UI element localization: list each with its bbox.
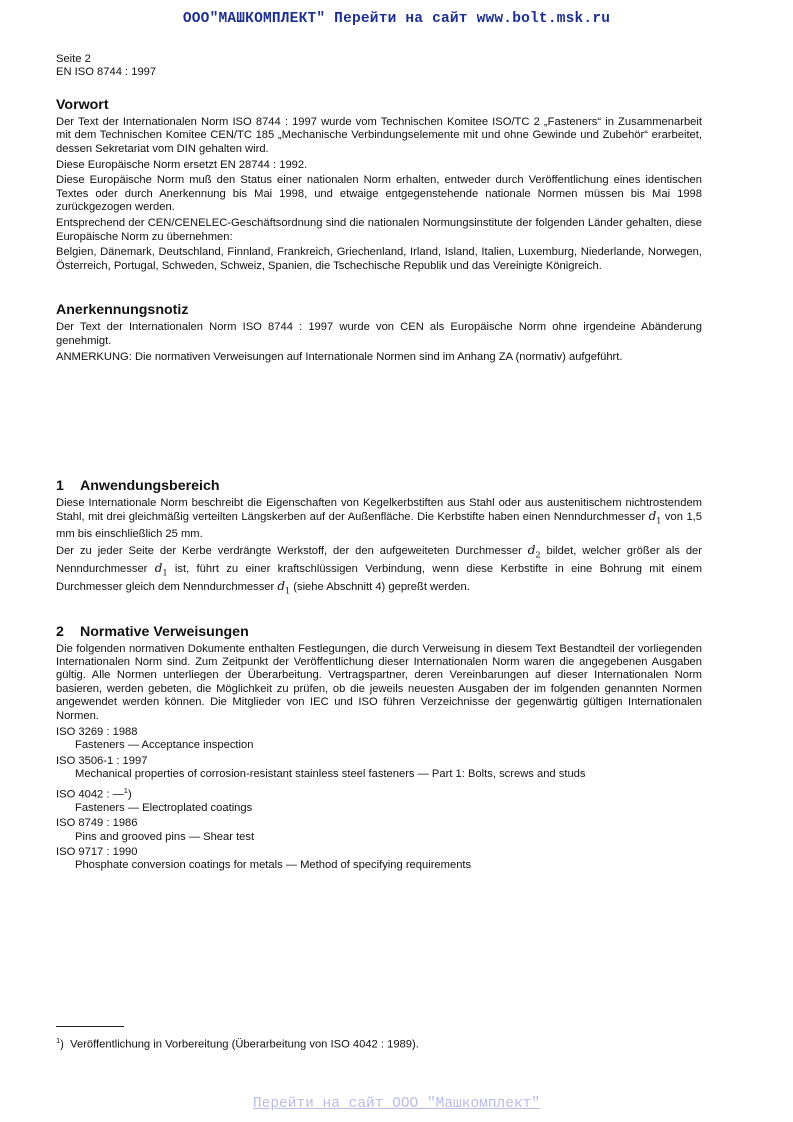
normative-refs-paragraph: Die folgenden normativen Dokumente enthalten Festlegungen, die durch Verweisung in diesem Text Bestandteil der vorliegenden Internationalen Norm sind. Zum Zeitpunkt der Veröffentlichung dieser Internationalen Norm waren die angegebenen Ausgaben gültig. Alle Normen unterliegen der Überarbeitung. Vertragspartner, deren Vereinbarungen auf dieser Internationalen Norm basieren, werden gebeten, die Möglichkeit zu prüfen, ob die jeweils neuesten Ausgaben der im folgenden genannten Normen angewendet werden können. Die Mitglieder von IEC und ISO führen Verzeichnisse der gegenwärtig gültigen Internationalen Normen. bbox=[56, 642, 702, 722]
reference-title: Phosphate conversion coatings for metals — Method of specifying requirements bbox=[75, 859, 472, 872]
scope-paragraph: Diese Internationale Norm beschreibt die Eigenschaften von Kegelkerbstiften aus Stahl oder aus austenitischem nichtrostendem Stahl, mit drei gleichmäßig verteilten Längskerben auf der Außenfläche. Die Kerbstifte haben einen Nenndurchmesser $d_1$ von 1,5 mm bis einschließlich 25 mm. bbox=[56, 497, 702, 541]
document-page bbox=[56, 53, 702, 875]
footnote-marker: 1 bbox=[56, 1036, 61, 1045]
standard-id: EN ISO 8744 : 1997 bbox=[56, 66, 157, 79]
vorwort-paragraph: Diese Europäische Norm muß den Status einer nationalen Norm erhalten, entweder durch Veröffentlichung eines identischen Textes oder durch Anerkennung bis Mai 1998, und etwaige entgegenstehende nationale Normen müssen bis Mai 1998 zurückgezogen werden. bbox=[56, 174, 702, 214]
reference-code: ISO 3506-1 : 1997 bbox=[56, 754, 148, 767]
reference-code: ISO 9717 : 1990 bbox=[56, 845, 138, 858]
section-title: Anwendungsbereich bbox=[80, 478, 220, 494]
section-number: 1 bbox=[56, 478, 64, 494]
anmerkung-note: ANMERKUNG: Die normativen Verweisungen auf Internationale Normen sind im Anhang ZA (normativ) aufgeführt. bbox=[56, 350, 623, 363]
symbol-d1: $d_1$ bbox=[648, 509, 662, 526]
anerkennung-heading: Anerkennungsnotiz bbox=[56, 302, 189, 319]
vorwort-paragraph: Diese Europäische Norm ersetzt EN 28744 : 1992. bbox=[56, 158, 308, 171]
reference-title: Pins and grooved pins — Shear test bbox=[75, 830, 255, 843]
reference-title: Mechanical properties of corrosion-resistant stainless steel fasteners — Part 1: Bolts, screws and studs bbox=[75, 768, 586, 781]
footnote-text: Veröffentlichung in Vorbereitung (Überarbeitung von ISO 4042 : 1989). bbox=[70, 1038, 419, 1051]
reference-code: ISO 8749 : 1986 bbox=[56, 817, 138, 830]
footnote: $^1$) Veröffentlichung in Vorbereitung (Überarbeitung von ISO 4042 : 1989). bbox=[56, 1036, 419, 1051]
section-1-heading bbox=[56, 478, 702, 495]
section-number: 2 bbox=[56, 623, 64, 640]
country-list: Belgien, Dänemark, Deutschland, Finnland, Frankreich, Griechenland, Irland, Island, Italien, Luxemburg, Niederlande, Norwegen, Österreich, Portugal, Schweden, Schweiz, Spanien, die Tschechische Republik und das Vereinigte Königreich. bbox=[56, 246, 702, 272]
section-title: Normative Verweisungen bbox=[80, 623, 249, 640]
reference-code: ISO 3269 : 1988 bbox=[56, 725, 138, 738]
reference-list bbox=[56, 726, 702, 873]
reference-code: ISO 4042 : —$^1$) bbox=[56, 785, 132, 801]
symbol-d2: $d_2$ bbox=[527, 543, 541, 560]
section-2-heading bbox=[56, 624, 702, 641]
reference-title: Fasteners — Electroplated coatings bbox=[75, 801, 253, 814]
reference-title: Fasteners — Acceptance inspection bbox=[75, 739, 254, 752]
vorwort-heading: Vorwort bbox=[56, 96, 109, 113]
scope-paragraph: Der zu jeder Seite der Kerbe verdrängte Werkstoff, der den aufgeweiteten Durchmesser $d_2$ bildet, welcher größer als der Nenndurchmesser $d_1$ ist, führt zu einer kraftschlüssigen Verbindung, wenn diese Kerbstifte in eine Bohrung mit einem Durchmesser gleich dem Nenndurchmesser $d_1$ (siehe Abschnitt 4) gepreßt werden. bbox=[56, 543, 703, 596]
anerkennung-paragraph: Der Text der Internationalen Norm ISO 8744 : 1997 wurde von CEN als Europäische Norm ohne irgendeine Abänderung genehmigt. bbox=[56, 321, 702, 347]
page-number: Seite 2 bbox=[56, 53, 91, 65]
vorwort-paragraph: Entsprechend der CEN/CENELEC-Geschäftsordnung sind die nationalen Normungsinstitute der folgenden Länder gehalten, diese Europäische Norm zu übernehmen: bbox=[56, 217, 702, 243]
footnote-marker: 1 bbox=[123, 785, 128, 795]
bottom-site-link[interactable]: Перейти на сайт ООО "Машкомплект" bbox=[252, 1096, 541, 1112]
footnote-divider bbox=[56, 1026, 124, 1027]
symbol-d1: $d_1$ bbox=[154, 560, 168, 578]
vorwort-paragraph: Der Text der Internationalen Norm ISO 8744 : 1997 wurde vom Technischen Komitee ISO/TC 2 „Fasteners“ in Zusammenarbeit mit dem Technischen Komitee CEN/TC 185 „Mechanische Verbindungselemente mit und ohne Gewinde und Zubehör“ erarbeitet, dessen Sekretariat vom DIN gehalten wird. bbox=[56, 115, 702, 155]
site-banner-link[interactable]: ООО"МАШКОМПЛЕКТ" Перейти на сайт www.bolt.msk.ru bbox=[182, 11, 611, 27]
symbol-d1: $d_1$ bbox=[277, 578, 291, 596]
